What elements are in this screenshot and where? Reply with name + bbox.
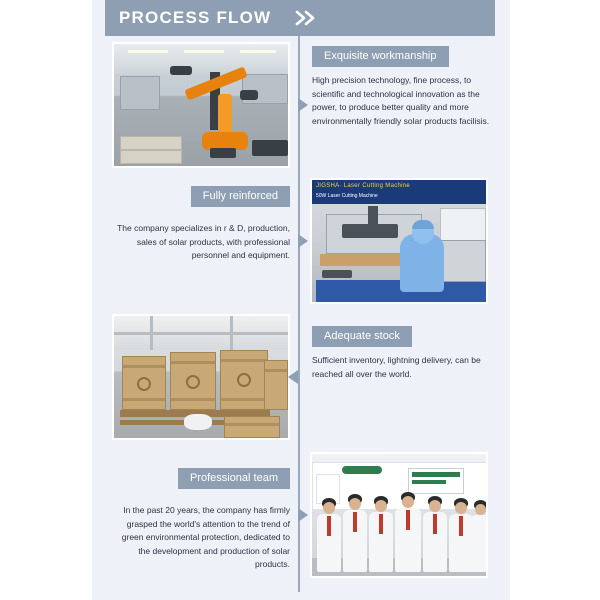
step-3-description: Sufficient inventory, lightning delivery, can be reached all over the world.	[312, 355, 481, 379]
step-1-badge: Exquisite workmanship	[312, 46, 449, 67]
step-3-photo	[112, 314, 290, 440]
page-title: PROCESS FLOW	[119, 8, 272, 27]
step-4-text-block	[110, 468, 290, 572]
step-4-badge: Professional team	[178, 468, 290, 489]
step-4-description: In the past 20 years, the company has firmly grasped the world's attention to the trend of green environmental protection, dedicated to the development and production of solar products.	[121, 505, 290, 569]
left-margin	[0, 0, 92, 600]
machine-banner-line-1: JIGSHA· Laser Cutting Machine	[316, 183, 411, 189]
step-2-badge: Fully reinforced	[191, 186, 290, 207]
step-4-connector-arrow	[298, 508, 308, 522]
right-margin	[510, 0, 600, 600]
step-4-photo	[310, 452, 488, 578]
machine-banner-line-2: 50W Laser Cutting Machine	[316, 193, 378, 199]
step-3-connector-arrow	[288, 370, 298, 384]
step-2-connector-arrow	[298, 234, 308, 248]
step-2-description: The company specializes in r & D, production, sales of solar products, with professional personnel and equipment.	[117, 223, 290, 260]
step-2-photo	[310, 178, 488, 304]
step-1-photo	[112, 42, 290, 168]
page-header	[105, 0, 495, 36]
step-3-text-block	[312, 326, 494, 381]
step-1-text-block	[312, 46, 494, 128]
step-1-connector-arrow	[298, 98, 308, 112]
double-chevron-right-icon	[295, 10, 321, 26]
step-2-text-block	[110, 186, 290, 263]
step-1-description: High precision technology, fine process, to scientific and technological innovation as the power, to produce better quality and more environmentally friendly solar products facilisis.	[312, 75, 490, 126]
step-3-badge: Adequate stock	[312, 326, 412, 347]
